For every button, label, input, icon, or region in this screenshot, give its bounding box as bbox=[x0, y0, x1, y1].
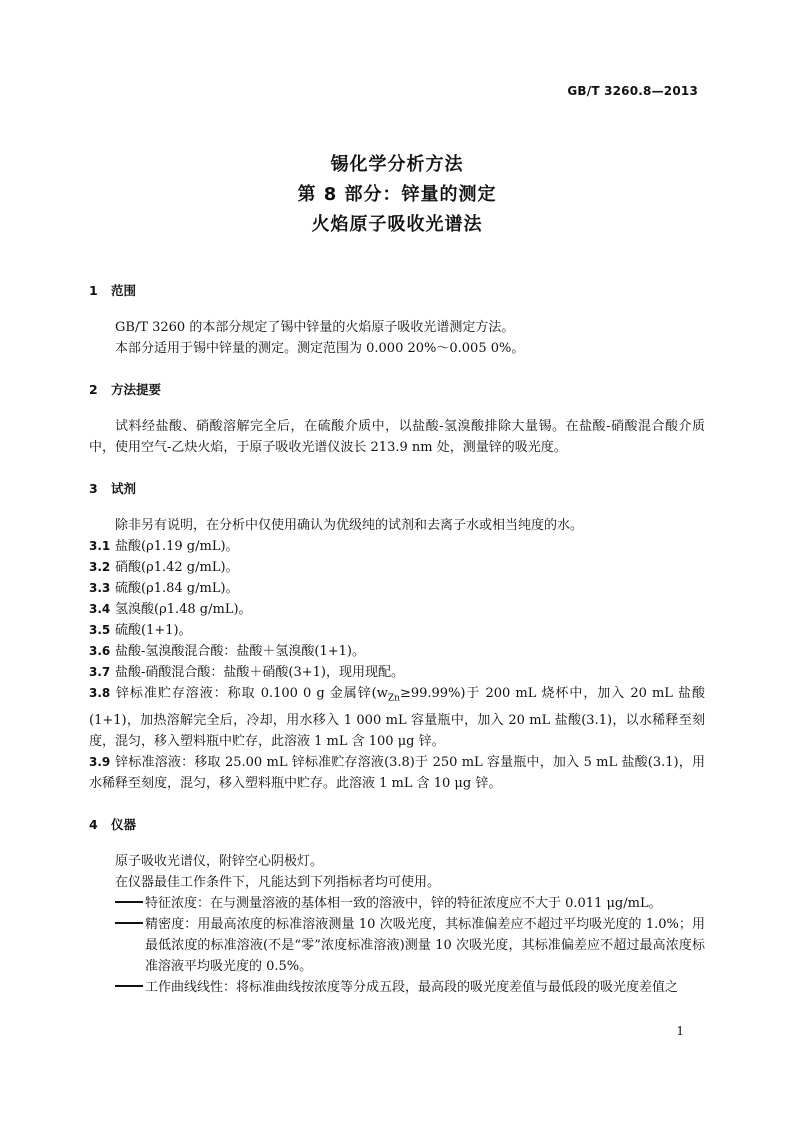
reagent-item bbox=[89, 752, 705, 794]
reagent-item bbox=[89, 620, 705, 641]
requirement-item bbox=[89, 977, 705, 998]
item-number: 3.6 bbox=[89, 644, 111, 658]
section-3-heading bbox=[89, 478, 705, 499]
section-2-heading bbox=[89, 379, 705, 400]
item-text-part: ≥99.99%)于 200 mL 烧杯中，加入 20 mL 盐酸(1+1)，加热溶解完全后，冷却，用水移入 1 000 mL 容量瓶中，加入 20 mL 盐酸(3.1)，以水稀释至刻度，混匀，移入塑料瓶中贮存，此溶液 1 mL 含 100 μg 锌。 bbox=[89, 686, 705, 749]
item-text-part: 锌标准贮存溶液：称取 0.100 0 g 金属锌(w bbox=[115, 686, 388, 701]
paragraph: 在仪器最佳工作条件下，凡能达到下列指标者均可使用。 bbox=[115, 874, 441, 890]
paragraph: 原子吸收光谱仪，附锌空心阴极灯。 bbox=[115, 853, 324, 869]
item-number: 3.5 bbox=[89, 623, 111, 637]
item-number: 3.7 bbox=[89, 665, 111, 679]
section-title: 试剂 bbox=[111, 481, 137, 496]
subscript: Zn bbox=[387, 693, 400, 704]
document-body bbox=[89, 280, 705, 998]
item-number: 3.9 bbox=[89, 754, 111, 769]
reagent-item bbox=[89, 641, 705, 662]
reagent-item bbox=[89, 536, 705, 557]
page-number: 1 bbox=[676, 1024, 684, 1038]
dash-marker bbox=[115, 893, 145, 914]
item-text: 盐酸(ρ1.19 g/mL)。 bbox=[115, 539, 239, 554]
item-text: 硝酸(ρ1.42 g/mL)。 bbox=[115, 560, 239, 575]
item-text: 盐酸-硝酸混合酸：盐酸＋硝酸(3+1)，现用现配。 bbox=[115, 665, 404, 680]
item-text: 氢溴酸(ρ1.48 g/mL)。 bbox=[115, 602, 252, 617]
section-title: 仪器 bbox=[111, 816, 137, 832]
title-line-1: 锡化学分析方法 bbox=[330, 154, 464, 175]
standard-code: GB/T 3260.8—2013 bbox=[567, 84, 698, 98]
dash-marker bbox=[115, 914, 145, 977]
item-text: 硫酸(1+1)。 bbox=[115, 623, 192, 638]
reagent-item bbox=[89, 662, 705, 683]
item-number: 3.2 bbox=[89, 560, 111, 574]
reagent-item bbox=[89, 683, 705, 752]
section-title: 方法提要 bbox=[111, 382, 162, 397]
section-title: 范围 bbox=[111, 283, 137, 298]
item-text: 硫酸(ρ1.84 g/mL)。 bbox=[115, 581, 239, 596]
section-number: 1 bbox=[89, 283, 98, 298]
item-number: 3.8 bbox=[89, 686, 111, 700]
paragraph: GB/T 3260 的本部分规定了锡中锌量的火焰原子吸收光谱测定方法。 bbox=[115, 320, 515, 335]
item-text: 锌标准溶液：移取 25.00 mL 锌标准贮存溶液(3.8)于 250 mL 容量瓶中，加入 5 mL 盐酸(3.1)，用水稀释至刻度，混匀，移入塑料瓶中贮存。此溶液 1 mL 含 10 μg 锌。 bbox=[89, 754, 705, 791]
section-1-heading bbox=[89, 280, 705, 301]
reagent-item bbox=[89, 599, 705, 620]
requirement-text: 工作曲线线性：将标准曲线按浓度等分成五段，最高段的吸光度差值与最低段的吸光度差值之 bbox=[145, 979, 679, 995]
paragraph: 除非另有说明，在分析中仅使用确认为优级纯的试剂和去离子水或相当纯度的水。 bbox=[115, 518, 584, 533]
dash-marker bbox=[115, 977, 145, 998]
item-number: 3.3 bbox=[89, 581, 111, 595]
title-line-2: 第 8 部分：锌量的测定 bbox=[297, 184, 497, 205]
document-title bbox=[0, 150, 794, 240]
requirement-item bbox=[89, 914, 705, 977]
requirement-text: 精密度：用最高浓度的标准溶液测量 10 次吸光度，其标准偏差应不超过平均吸光度的 1.0%；用最低浓度的标准溶液(不是“零”浓度标准溶液)测量 10 次吸光度，其标准偏差应不超过最高浓度标准溶液平均吸光度的 0.5%。 bbox=[145, 916, 705, 974]
item-number: 3.1 bbox=[89, 539, 111, 553]
section-number: 4 bbox=[89, 816, 98, 832]
paragraph: 本部分适用于锡中锌量的测定。测定范围为 0.000 20%～0.005 0%。 bbox=[115, 341, 525, 356]
item-number: 3.4 bbox=[89, 602, 111, 616]
requirement-item bbox=[89, 893, 705, 914]
paragraph: 试料经盐酸、硝酸溶解完全后，在硫酸介质中，以盐酸-氢溴酸排除大量锡。在盐酸-硝酸混合酸介质中，使用空气-乙炔火焰，于原子吸收光谱仪波长 213.9 nm 处，测量锌的吸光度。 bbox=[89, 419, 705, 455]
section-number: 2 bbox=[89, 382, 98, 397]
title-line-3: 火焰原子吸收光谱法 bbox=[311, 214, 483, 235]
reagent-item bbox=[89, 557, 705, 578]
requirement-text: 特征浓度：在与测量溶液的基体相一致的溶液中，锌的特征浓度应不大于 0.011 μg/mL。 bbox=[145, 895, 662, 911]
section-4-heading bbox=[89, 814, 705, 835]
reagent-item bbox=[89, 578, 705, 599]
item-text: 盐酸-氢溴酸混合酸：盐酸＋氢溴酸(1+1)。 bbox=[115, 644, 365, 659]
section-number: 3 bbox=[89, 481, 98, 496]
